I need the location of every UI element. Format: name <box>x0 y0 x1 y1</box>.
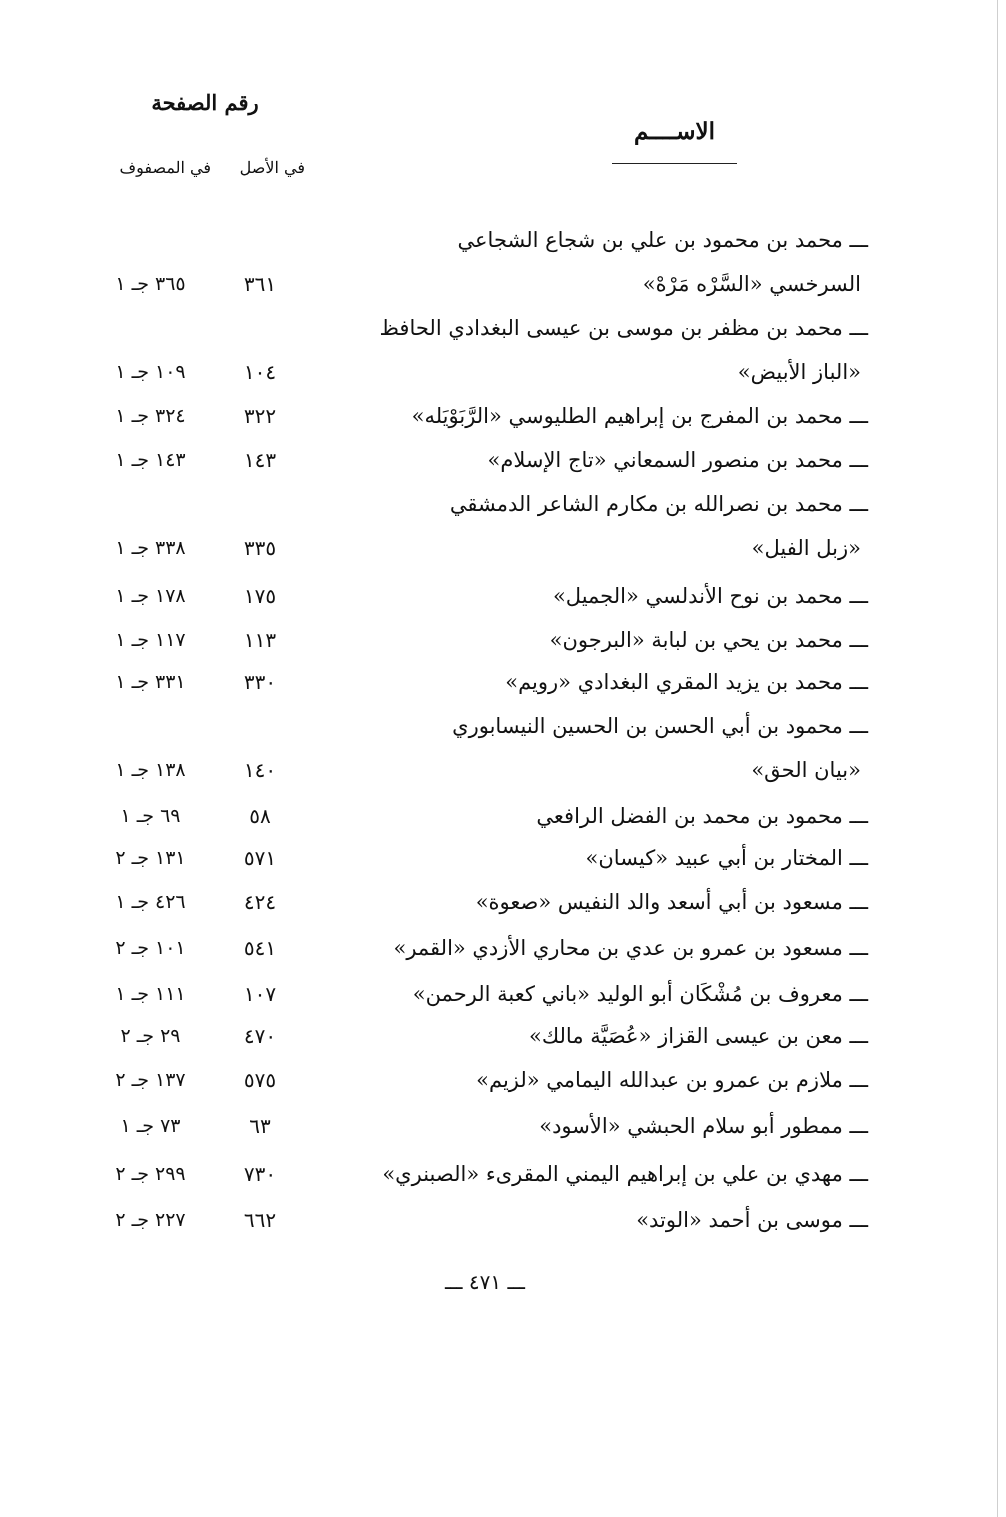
entry-name: ـــ معروف بن مُشْكَان أبو الوليد «باني كعبة الرحمن» <box>412 982 868 1006</box>
typeset-page-number: ١٠١ جـ ٢ <box>115 937 186 959</box>
index-row <box>0 1104 1006 1148</box>
typeset-page-number: ٧٣ جـ ١ <box>120 1115 181 1137</box>
typeset-page-number: ٦٩ جـ ١ <box>120 805 181 827</box>
entry-name: ـــ مهدي بن علي بن إبراهيم اليمني المقرىء «الصبنري» <box>382 1162 868 1186</box>
entry-name: ـــ معن بن عيسى القزاز «عُصَيَّة مالك» <box>528 1024 868 1048</box>
entry-name: ـــ ملازم بن عمرو بن عبدالله اليمامي «لزيم» <box>476 1068 868 1092</box>
original-page-number: ٥٤١ <box>243 936 277 960</box>
original-page-number: ٣٦١ <box>243 272 277 296</box>
index-row <box>0 574 1006 618</box>
entry-name: ـــ مسعود بن عمرو بن عدي بن محاري الأزدي «القمر» <box>393 936 868 960</box>
typeset-column-header: في المصفوف <box>119 158 211 177</box>
typeset-page-number: ٣٣٨ جـ ١ <box>115 537 186 559</box>
index-row <box>0 262 1006 306</box>
index-row <box>0 1198 1006 1242</box>
entry-name: ـــ محمود بن أبي الحسن بن الحسين النيسابوري <box>452 714 868 738</box>
index-row <box>0 1058 1006 1102</box>
original-page-number: ١٤٠ <box>243 758 277 782</box>
index-row <box>0 394 1006 438</box>
index-row <box>0 836 1006 880</box>
index-row <box>0 526 1006 570</box>
index-row <box>0 438 1006 482</box>
entry-name: ـــ محمد بن محمود بن علي بن شجاع الشجاعي <box>457 228 868 252</box>
typeset-page-number: ١٣٧ جـ ٢ <box>115 1069 186 1091</box>
original-page-number: ٦٣ <box>249 1114 271 1138</box>
index-row <box>0 218 1006 262</box>
entry-name: ـــ مسعود بن أبي أسعد والد النفيس «صعوة» <box>475 890 868 914</box>
entry-name: ـــ محمد بن يزيد المقري البغدادي «رويم» <box>505 670 868 694</box>
typeset-page-number: ١١٧ جـ ١ <box>115 629 186 651</box>
original-page-number: ٣٣٠ <box>243 670 277 694</box>
index-row <box>0 618 1006 662</box>
original-column-header: في الأصل <box>239 158 305 177</box>
entry-name: السرخسي «السَّرْه مَرْهْ» <box>642 272 861 296</box>
entry-name: ـــ محمد بن منصور السمعاني «تاج الإسلام» <box>487 448 868 472</box>
typeset-page-number: ٢٩ جـ ٢ <box>120 1025 181 1047</box>
typeset-page-number: ١٠٩ جـ ١ <box>115 361 186 383</box>
typeset-page-number: ٢٩٩ جـ ٢ <box>115 1163 186 1185</box>
original-page-number: ١٠٤ <box>243 360 277 384</box>
typeset-page-number: ١١١ جـ ١ <box>115 983 186 1005</box>
original-page-number: ١٠٧ <box>243 982 277 1006</box>
footer-page-number: ـــ ٤٧١ ـــ <box>444 1270 526 1294</box>
typeset-page-number: ١٧٨ جـ ١ <box>115 585 186 607</box>
typeset-page-number: ٢٢٧ جـ ٢ <box>115 1209 186 1231</box>
entry-name: ـــ محمود بن محمد بن الفضل الرافعي <box>536 804 868 828</box>
original-page-number: ١١٣ <box>243 628 277 652</box>
entry-name: ـــ محمد بن مظفر بن موسى بن عيسى البغدادي الحافظ <box>379 316 868 340</box>
entry-name: ـــ محمد بن نوح الأندلسي «الجميل» <box>552 584 868 608</box>
typeset-page-number: ٣٦٥ جـ ١ <box>115 273 186 295</box>
original-page-number: ١٤٣ <box>243 448 277 472</box>
typeset-page-number: ١٣١ جـ ٢ <box>115 847 186 869</box>
entry-name: ـــ ممطور أبو سلام الحبشي «الأسود» <box>539 1114 868 1138</box>
name-column-title: الاســــم <box>633 118 716 145</box>
original-page-number: ٥٧١ <box>243 846 277 870</box>
original-page-number: ٣٣٥ <box>243 536 277 560</box>
index-row <box>0 704 1006 748</box>
entry-name: ـــ المختار بن أبي عبيد «كيسان» <box>585 846 868 870</box>
original-page-number: ٥٨ <box>249 804 271 828</box>
index-row <box>0 794 1006 838</box>
entry-name: ـــ محمد بن يحي بن لبابة «البرجون» <box>549 628 868 652</box>
page-number-column-title: رقم الصفحة <box>151 90 259 115</box>
index-row <box>0 660 1006 704</box>
original-page-number: ٥٧٥ <box>243 1068 277 1092</box>
original-page-number: ٣٢٢ <box>243 404 277 428</box>
entry-name: ـــ محمد بن المفرج بن إبراهيم الطليوسي «الرَّبَوْيَله» <box>411 404 868 428</box>
original-page-number: ٦٦٢ <box>243 1208 277 1232</box>
index-row <box>0 1152 1006 1196</box>
original-page-number: ٧٣٠ <box>243 1162 277 1186</box>
index-row <box>0 880 1006 924</box>
entry-name: ـــ محمد بن نصرالله بن مكارم الشاعر الدمشقي <box>449 492 868 516</box>
original-page-number: ٤٢٤ <box>243 890 277 914</box>
typeset-page-number: ٤٢٦ جـ ١ <box>115 891 186 913</box>
index-row <box>0 350 1006 394</box>
entry-name: «زبل الفيل» <box>751 536 861 560</box>
index-row <box>0 1014 1006 1058</box>
entry-name: «بيان الحق» <box>751 758 861 782</box>
typeset-page-number: ١٣٨ جـ ١ <box>115 759 186 781</box>
index-row <box>0 482 1006 526</box>
typeset-page-number: ٣٢٤ جـ ١ <box>115 405 186 427</box>
index-row <box>0 926 1006 970</box>
index-row <box>0 306 1006 350</box>
name-title-underline <box>612 163 737 164</box>
typeset-page-number: ١٤٣ جـ ١ <box>115 449 186 471</box>
original-page-number: ١٧٥ <box>243 584 277 608</box>
index-row <box>0 972 1006 1016</box>
entry-name: «الباز الأبيض» <box>737 360 861 384</box>
typeset-page-number: ٣٣١ جـ ١ <box>115 671 186 693</box>
original-page-number: ٤٧٠ <box>243 1024 277 1048</box>
entry-name: ـــ موسى بن أحمد «الوتد» <box>636 1208 868 1232</box>
index-row <box>0 748 1006 792</box>
